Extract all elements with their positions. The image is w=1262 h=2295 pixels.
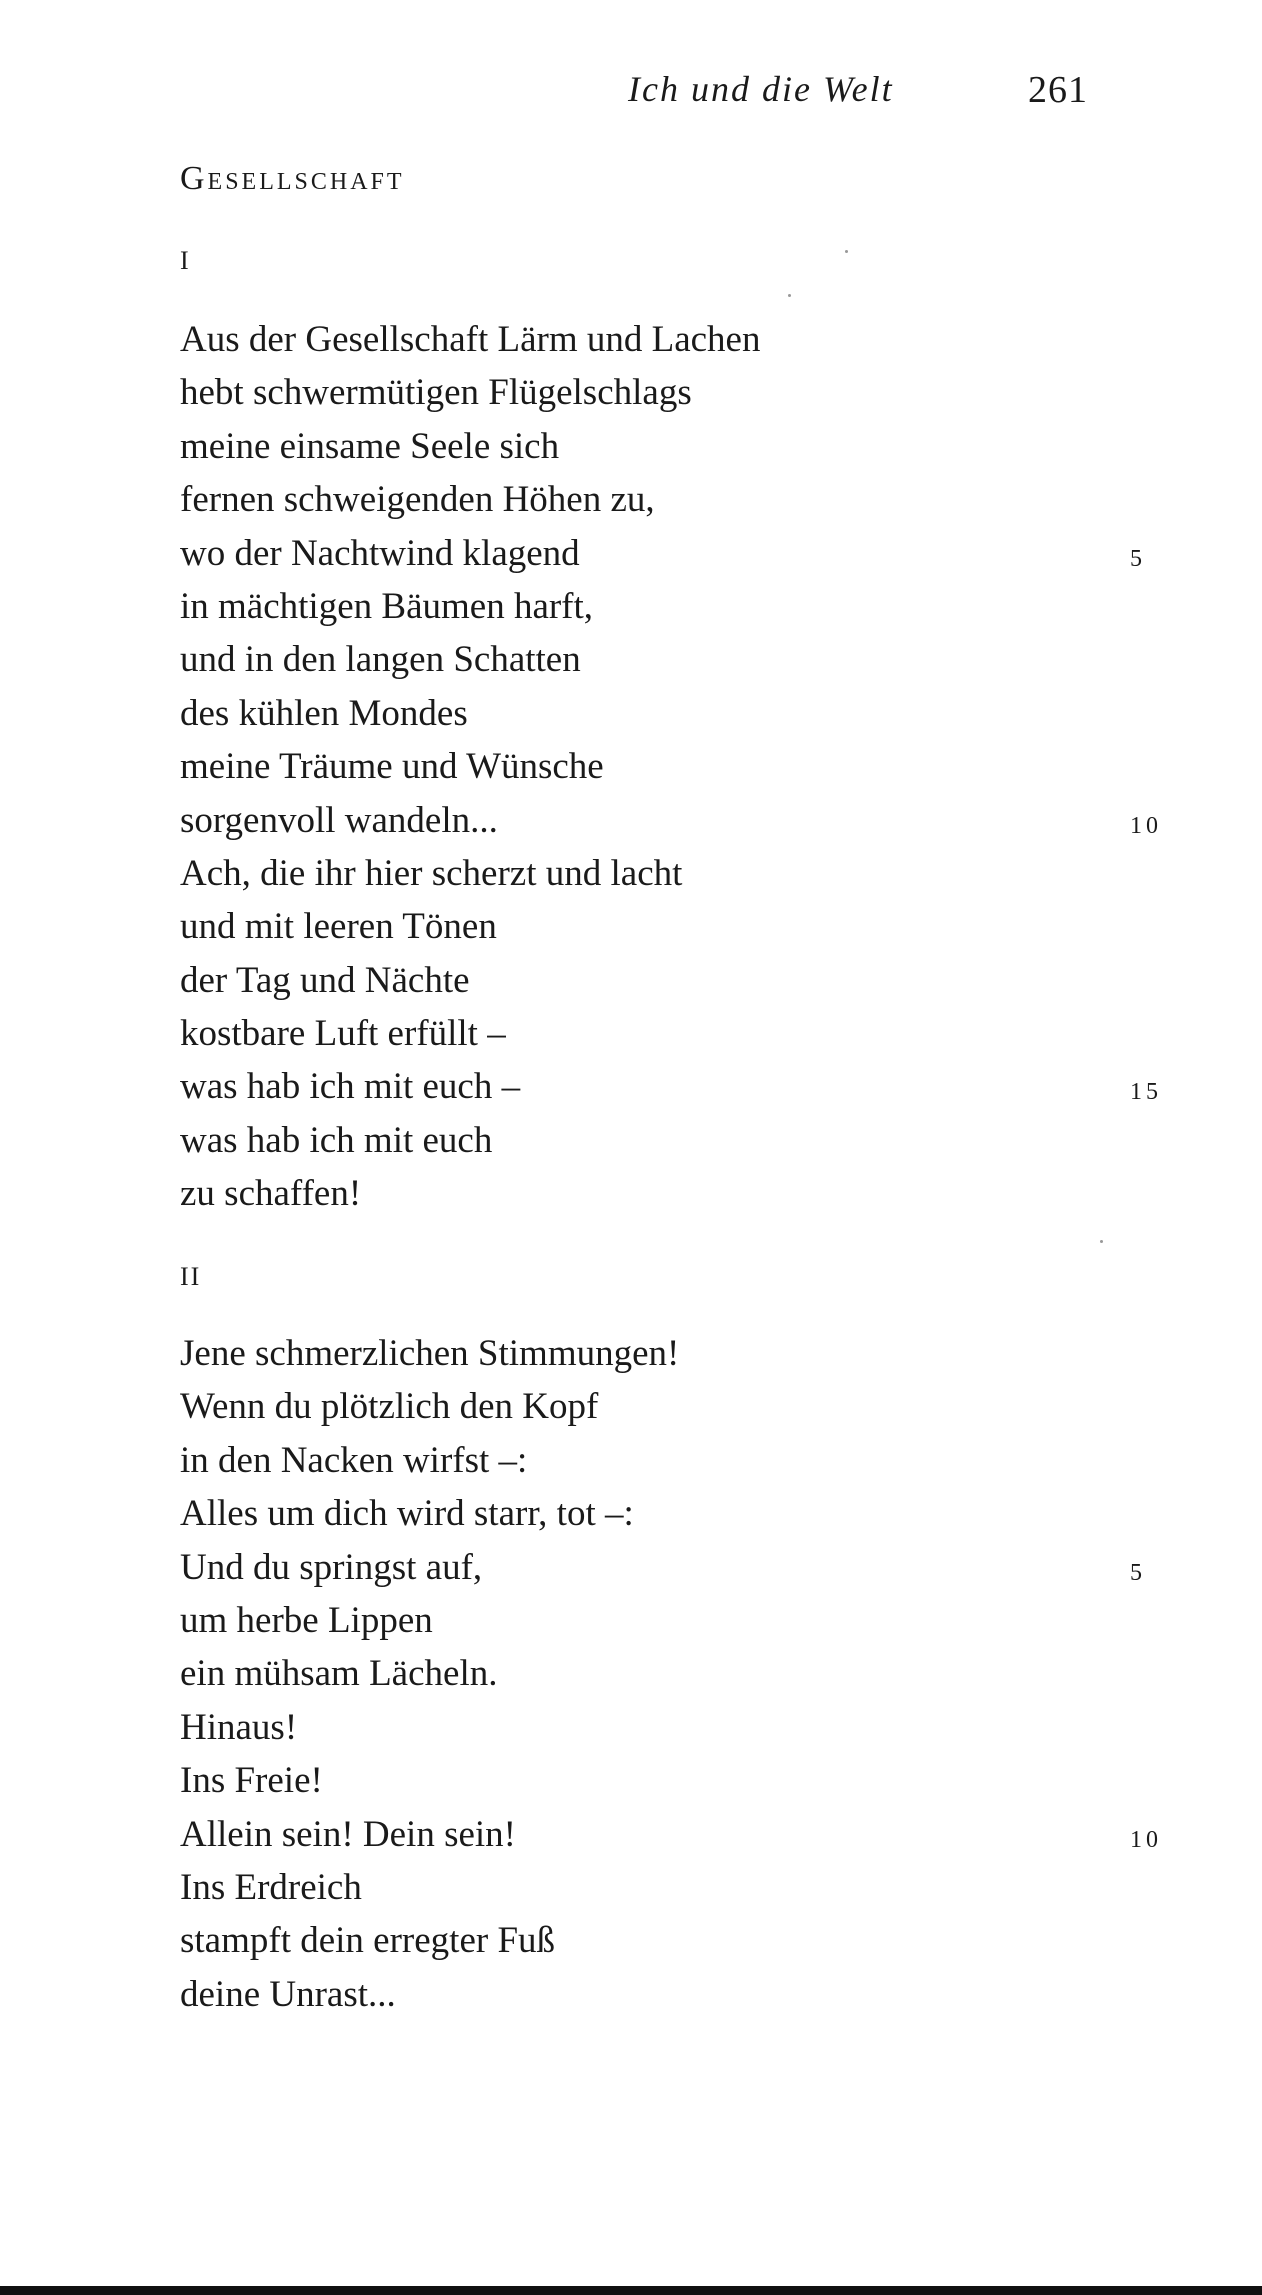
verse-text: des kühlen Mondes (180, 692, 468, 734)
verse-text: Allein sein! Dein sein! (180, 1813, 516, 1855)
verse-line (180, 1754, 1160, 1807)
line-number: 5 (1130, 1559, 1146, 1586)
section-numeral-2: II (180, 1262, 202, 1291)
verse-text: Jene schmerzlichen Stimmungen! (180, 1333, 680, 1374)
verse-text: ein mühsam Lächeln. (180, 1653, 498, 1695)
verse-text: meine einsame Seele sich (180, 425, 560, 467)
scan-edge-bar (0, 2286, 1262, 2295)
verse-text: Ach, die ihr hier scherzt und lacht (180, 852, 683, 894)
verse-line (180, 1327, 1160, 1380)
poem-title: Gesellschaft (180, 160, 405, 197)
line-number: 10 (1130, 812, 1162, 839)
verse-line (180, 1487, 1160, 1540)
paper-speck (1100, 1240, 1103, 1243)
page-number: 261 (1028, 69, 1088, 111)
verse-text: Und du springst auf, (180, 1546, 483, 1588)
verse-line (180, 1701, 1160, 1754)
verse-line (180, 847, 1160, 900)
verse-text: und in den langen Schatten (180, 639, 581, 681)
verse-line (180, 527, 1160, 580)
verse-text: meine Träume und Wünsche (180, 746, 604, 788)
verse-line (180, 420, 1160, 473)
verse-line (180, 794, 1160, 847)
verse-line (180, 1594, 1160, 1647)
paper-speck (788, 294, 791, 297)
line-number: 15 (1130, 1079, 1162, 1106)
running-head: Ich und die Welt (628, 69, 894, 109)
verse-text: Ins Freie! (180, 1760, 323, 1802)
verse-line (180, 580, 1160, 633)
verse-line (180, 1861, 1160, 1914)
verse-text: deine Unrast... (180, 1973, 396, 2015)
verse-line (180, 740, 1160, 793)
verse-line (180, 313, 1160, 366)
line-number: 10 (1130, 1826, 1162, 1853)
verse-text: kostbare Luft erfüllt – (180, 1013, 506, 1055)
verse-line (180, 1380, 1160, 1433)
section-numeral-1: I (180, 246, 191, 275)
verse-text: Wenn du plötzlich den Kopf (180, 1386, 599, 1428)
verse-text: hebt schwermütigen Flügelschlags (180, 372, 692, 414)
poem-section-1 (180, 313, 1160, 1221)
verse-line (180, 687, 1160, 740)
verse-text: in mächtigen Bäumen harft, (180, 585, 594, 627)
verse-line (180, 1060, 1160, 1113)
verse-line (180, 954, 1160, 1007)
verse-text: um herbe Lippen (180, 1599, 433, 1641)
verse-text: Ins Erdreich (180, 1866, 362, 1908)
verse-text: sorgenvoll wandeln... (180, 799, 498, 841)
verse-text: Alles um dich wird starr, tot –: (180, 1493, 634, 1535)
verse-text: Aus der Gesellschaft Lärm und Lachen (180, 319, 761, 360)
verse-text: stampft dein erregter Fuß (180, 1920, 556, 1962)
verse-line (180, 633, 1160, 686)
verse-text: fernen schweigenden Höhen zu, (180, 479, 655, 521)
verse-text: in den Nacken wirfst –: (180, 1439, 528, 1481)
verse-line (180, 1968, 1160, 2021)
verse-line (180, 1647, 1160, 1700)
verse-line (180, 366, 1160, 419)
verse-text: und mit leeren Tönen (180, 906, 497, 948)
verse-line (180, 1808, 1160, 1861)
verse-line (180, 1434, 1160, 1487)
verse-line (180, 1114, 1160, 1167)
verse-text: was hab ich mit euch – (180, 1066, 521, 1108)
verse-text: der Tag und Nächte (180, 959, 470, 1001)
verse-text: zu schaffen! (180, 1173, 362, 1215)
verse-text: wo der Nachtwind klagend (180, 532, 580, 574)
verse-text: Hinaus! (180, 1706, 298, 1748)
verse-line (180, 1167, 1160, 1220)
verse-line (180, 1541, 1160, 1594)
paper-speck (845, 250, 848, 253)
verse-line (180, 1007, 1160, 1060)
verse-line (180, 1914, 1160, 1967)
verse-text: was hab ich mit euch (180, 1119, 493, 1161)
poem-section-2 (180, 1327, 1160, 2021)
verse-line (180, 900, 1160, 953)
line-number: 5 (1130, 545, 1146, 572)
verse-line (180, 473, 1160, 526)
